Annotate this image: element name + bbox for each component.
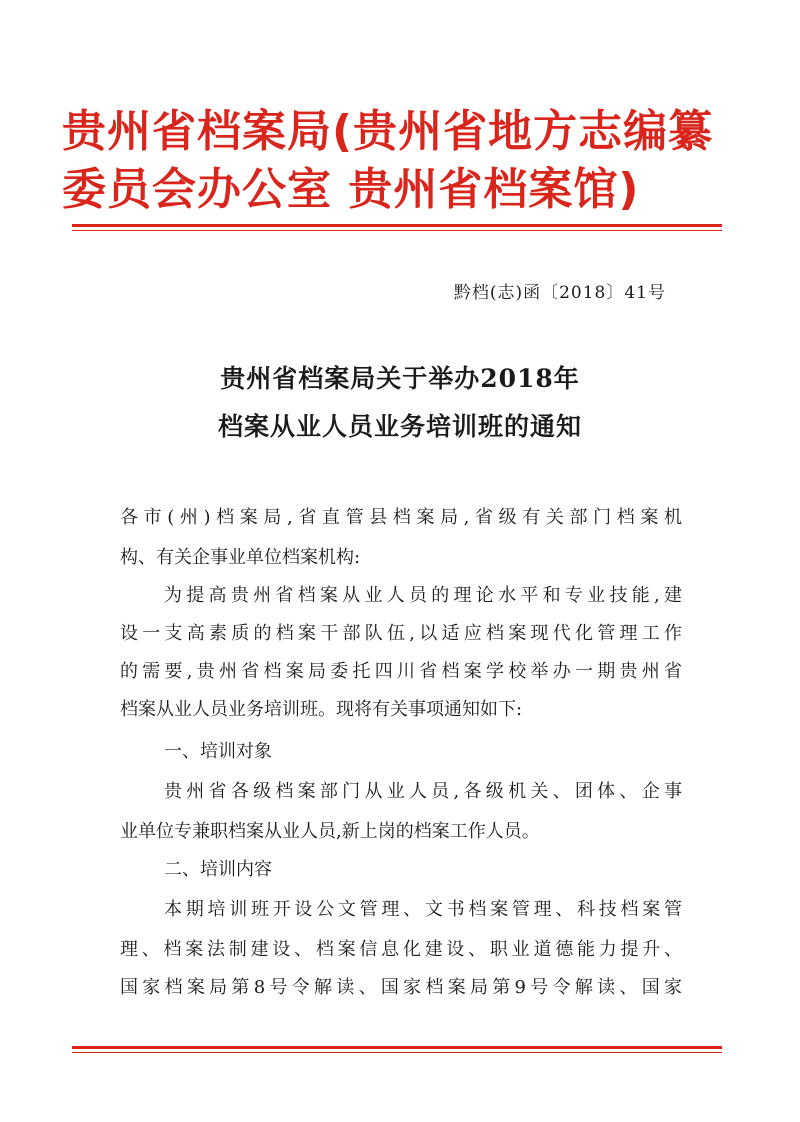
document-title-line-1: 贵州省档案局关于举办2018年 (220, 364, 580, 393)
intro-line-1: 为提高贵州省档案从业人员的理论水平和专业技能,建 (164, 585, 682, 606)
header-rule-thin (72, 230, 722, 231)
document-number: 黔档(志)函〔2018〕41号 (453, 283, 666, 303)
section-heading-training-targets: 一、培训对象 (164, 741, 272, 762)
intro-line-3: 的需要,贵州省档案局委托四川省档案学校举办一期贵州省 (120, 661, 682, 682)
addressee-line-1: 各市(州)档案局,省直管县档案局,省级有关部门档案机 (120, 507, 682, 528)
document-title-line-2: 档案从业人员业务培训班的通知 (217, 412, 582, 441)
intro-line-2: 设一支高素质的档案干部队伍,以适应档案现代化管理工作 (120, 623, 682, 644)
issuing-authority-header-line-1: 贵州省档案局(贵州省地方志编纂 (62, 106, 714, 157)
issuing-authority-header-line-2: 委员会办公室 贵州省档案馆) (62, 164, 640, 215)
section2-line-2: 理、档案法制建设、档案信息化建设、职业道德能力提升、 (120, 939, 682, 960)
footer-rule-thick (72, 1046, 722, 1049)
section1-line-2: 业单位专兼职档案从业人员,新上岗的档案工作人员。 (120, 821, 540, 842)
footer-rule-thin (72, 1052, 722, 1053)
section2-line-3: 国家档案局第8号令解读、国家档案局第9号令解读、国家 (120, 977, 682, 998)
header-rule-thick (72, 224, 722, 227)
section-heading-training-content: 二、培训内容 (164, 859, 272, 880)
intro-line-4: 档案从业人员业务培训班。现将有关事项通知如下: (120, 699, 523, 720)
addressee-line-2: 构、有关企事业单位档案机构: (120, 547, 361, 568)
section1-line-1: 贵州省各级档案部门从业人员,各级机关、团体、企事 (164, 781, 682, 802)
section2-line-1: 本期培训班开设公文管理、文书档案管理、科技档案管 (164, 899, 682, 920)
